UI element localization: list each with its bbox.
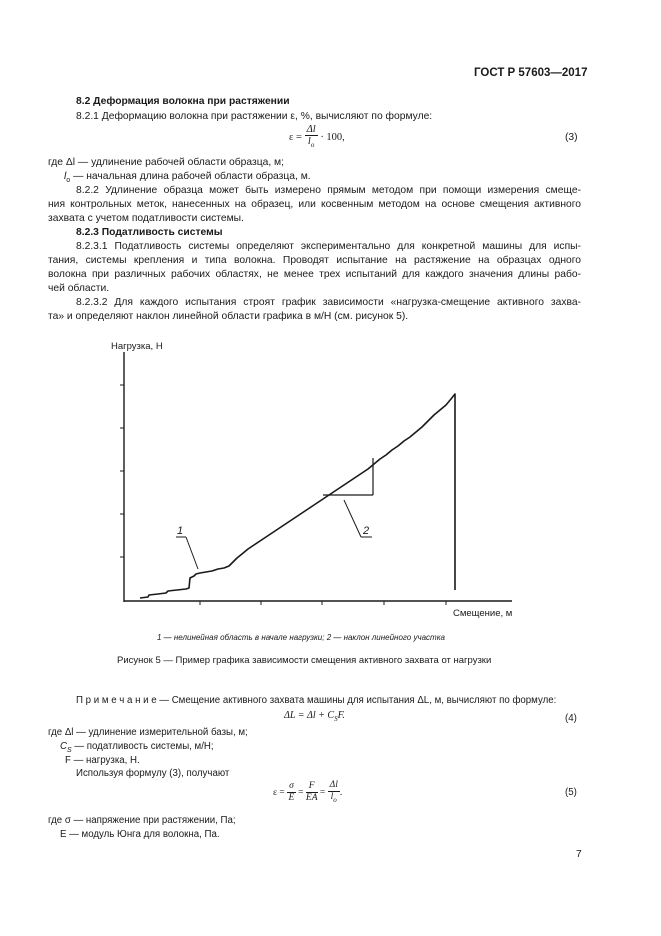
x-axis-label: Смещение, м — [453, 608, 513, 619]
note-where-5: E — модуль Юнга для волокна, Па. — [60, 829, 220, 840]
equation-3: ε = $\frac{\Delta l}{l_o}$ · 100, — [289, 124, 345, 150]
y-axis-label: Нагрузка, Н — [111, 341, 163, 352]
callout-1-label: 1 — [177, 525, 184, 537]
note-where-4: где σ — напряжение при растяжении, Па; — [48, 815, 236, 826]
load-displacement-curve — [140, 394, 455, 598]
page-number: 7 — [576, 849, 582, 860]
slope-triangle — [323, 458, 373, 495]
note-using: Используя формулу (3), получают — [76, 768, 230, 779]
figure-legend: 1 — нелинейная область в начале нагрузки; 2 — наклон линейного участка — [157, 633, 445, 642]
figure-caption: Рисунок 5 — Пример графика зависимости смещения активного захвата от нагрузки — [117, 655, 492, 666]
paragraph-8-2-2-line-3: захвата с учетом податливости системы. — [48, 213, 244, 224]
paragraph-8-2-3-1-line-4: чей области. — [48, 283, 110, 294]
callout-2-label: 2 — [363, 525, 370, 537]
paragraph-8-2-2-line-1: 8.2.2 Удлинение образца может быть измерено прямым методом при помощи измерения смеще- — [76, 185, 581, 196]
paragraph-8-2-3-1-line-2: тания, системы крепления и типа волокна. Проводят испытание на растяжение на образцах одного — [48, 255, 581, 266]
note-lead: П р и м е ч а н и е — Смещение активного захвата машины для испытания ΔL, м, вычисляют по формуле: — [76, 695, 557, 706]
equation-4-number: (4) — [565, 713, 577, 724]
note-where-1: где Δl — удлинение измерительной базы, м; — [48, 727, 248, 738]
where-line-2: $l_o$ — начальная длина рабочей области образца, м. — [64, 171, 311, 185]
paragraph-8-2-3-2-line-2: та» и определяют наклон линейной области графика в м/Н (см. рисунок 5). — [48, 311, 409, 322]
paragraph-8-2-3-1-line-1: 8.2.3.1 Податливость системы определяют экспериментально для конкретной машины для испы- — [76, 241, 581, 252]
document-code: ГОСТ Р 57603—2017 — [474, 67, 588, 79]
note-where-3: F — нагрузка, Н. — [65, 755, 140, 766]
where-line-1: где Δl — удлинение рабочей области образца, м; — [48, 157, 284, 168]
paragraph-8-2-3-1-line-3: волокна при различных рабочих областях, не менее трех испытаний для каждого значения длины рабо- — [48, 269, 581, 280]
note-where-2: $C_S$ — податливость системы, м/Н; — [60, 741, 214, 754]
equation-5: ε = $\frac{\sigma}{E}$ = $\frac{F}{EA}$ = $\frac{\Delta l}{l_o}$ . — [273, 780, 343, 804]
paragraph-8-2-2-line-2: ния контрольных меток, нанесенных на образец, или косвенным методом на основе смещения активного — [48, 199, 581, 210]
paragraph-8-2-1: 8.2.1 Деформацию волокна при растяжении ε, %, вычисляют по формуле: — [76, 111, 433, 122]
callout-1-leader — [176, 537, 198, 569]
equation-3-number: (3) — [565, 132, 578, 143]
axes — [124, 352, 512, 602]
equation-5-number: (5) — [565, 787, 577, 798]
section-title-8-2: 8.2 Деформация волокна при растяжении — [76, 96, 290, 107]
paragraph-8-2-3-2-line-1: 8.2.3.2 Для каждого испытания строят график зависимости «нагрузка-смещение активного захва- — [76, 297, 581, 308]
section-title-8-2-3: 8.2.3 Податливость системы — [76, 227, 223, 238]
equation-4: $\Delta L = \Delta l + C_SF$. — [284, 710, 345, 723]
